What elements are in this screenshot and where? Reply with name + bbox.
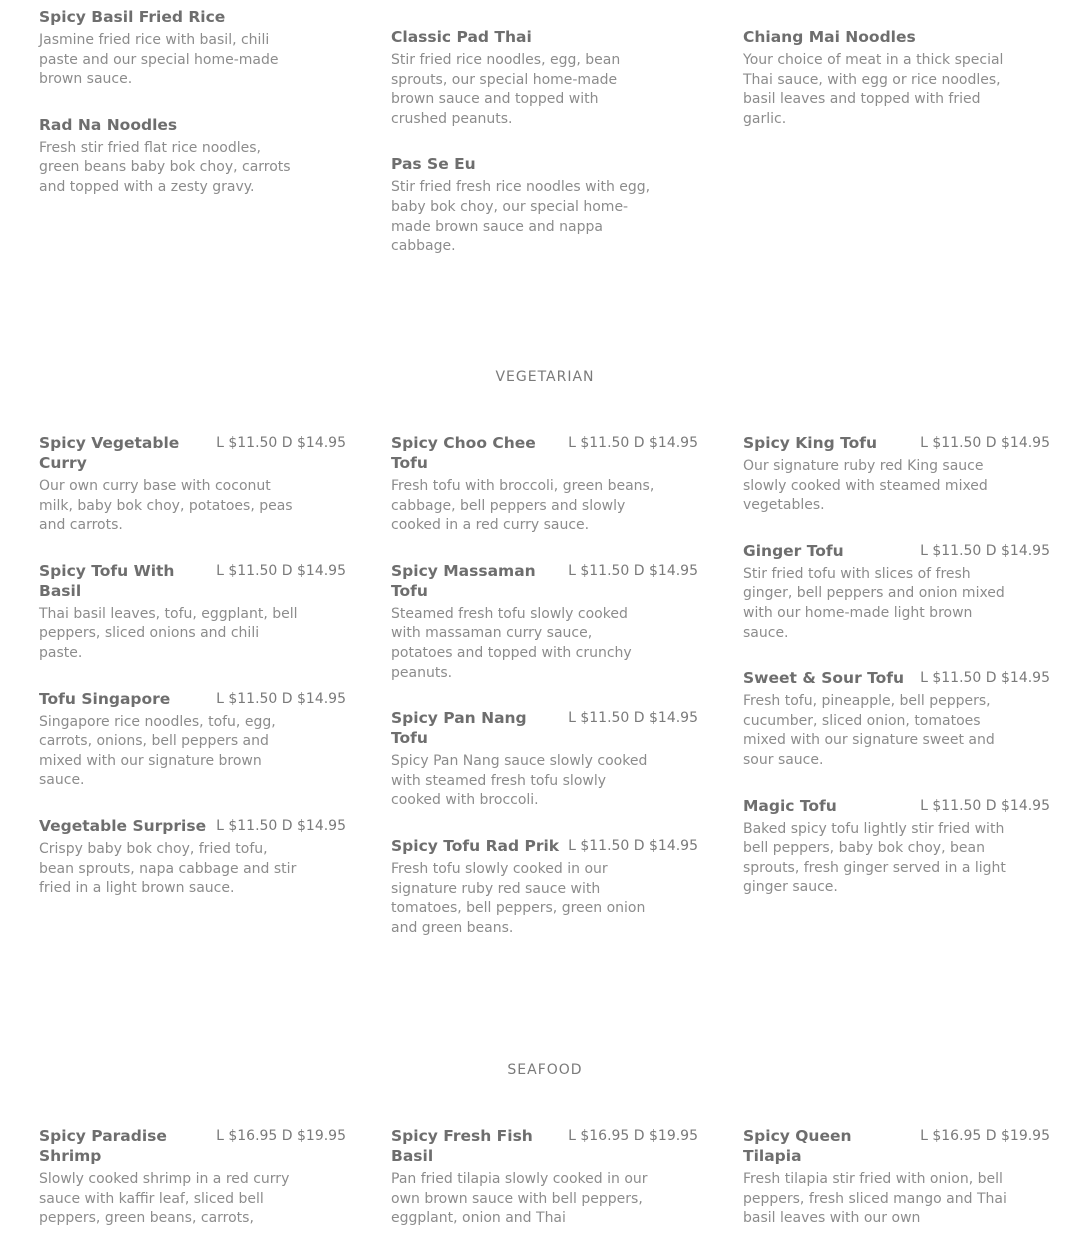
- menu-item-description: Our own curry base with coconut milk, baby bok choy, potatoes, peas and carrots.: [39, 478, 293, 534]
- menu-item: [743, 433, 1050, 516]
- menu-item-name: Sweet & Sour Tofu: [743, 669, 905, 688]
- menu-item: [391, 27, 698, 129]
- menu-item-header: [391, 1126, 698, 1166]
- noodles-column-2: [391, 27, 698, 282]
- menu-item-description: Thai basil leaves, tofu, eggplant, bell peppers, sliced onions and chili paste.: [39, 605, 298, 661]
- menu-item-description: Stir fried fresh rice noodles with egg, baby bok choy, our special home-made brown sauce and nappa cabbage.: [391, 179, 651, 255]
- menu-item-price: L $11.50 D $14.95: [920, 670, 1050, 687]
- menu-item-header: [743, 668, 1050, 688]
- seafood-column-1: [39, 1126, 346, 1254]
- menu-item-name: Classic Pad Thai: [391, 28, 532, 46]
- menu-item-price: L $11.50 D $14.95: [920, 435, 1050, 451]
- menu-item: [391, 1126, 698, 1229]
- menu-item-name: Pas Se Eu: [391, 155, 476, 174]
- menu-item: [39, 7, 346, 90]
- menu-item: [743, 1126, 1050, 1229]
- menu-item: [743, 27, 1050, 129]
- menu-item-description: Stir fried rice noodles, egg, bean sprouts, our special home-made brown sauce and topped with crushed peanuts.: [391, 52, 621, 127]
- menu-item: [743, 796, 1050, 898]
- menu-item-name: Spicy Basil Fried Rice: [39, 8, 226, 26]
- menu-item-price: L $11.50 D $14.95: [568, 710, 698, 727]
- seafood-column-3: [743, 1126, 1050, 1254]
- menu-item: [391, 154, 698, 256]
- menu-item-price: L $11.50 D $14.95: [216, 817, 346, 834]
- menu-item-header: [391, 27, 698, 47]
- menu-item: [391, 836, 698, 938]
- menu-item-header: [743, 27, 1050, 47]
- menu-item-name: Tofu Singapore: [39, 689, 171, 708]
- menu-item-price: L $16.95 D $19.95: [920, 1128, 1050, 1144]
- menu-item-header: [39, 689, 346, 709]
- menu-item-description: Fresh tofu with broccoli, green beans, cabbage, bell peppers and slowly cooked in a red curry sauce.: [391, 478, 655, 534]
- menu-item: [391, 561, 698, 683]
- vegetarian-column-3: [743, 433, 1050, 923]
- menu-item-header: [391, 154, 698, 174]
- seafood-column-2: [391, 1126, 698, 1254]
- menu-item-name: Ginger Tofu: [743, 541, 844, 560]
- menu-item-description: Spicy Pan Nang sauce slowly cooked with steamed fresh tofu slowly cooked with broccoli.: [391, 753, 648, 809]
- menu-item-name: Spicy Massaman Tofu: [391, 561, 536, 600]
- menu-item-name: Spicy Paradise Shrimp: [39, 1127, 167, 1165]
- menu-item-price: L $11.50 D $14.95: [568, 562, 698, 579]
- menu-item-price: L $11.50 D $14.95: [216, 690, 346, 707]
- menu-item-price: L $11.50 D $14.95: [568, 837, 698, 854]
- menu-item-header: [39, 433, 346, 473]
- menu-item: [743, 668, 1050, 770]
- menu-item-name: Spicy Tofu Rad Prik: [391, 836, 560, 855]
- menu-item-description: Your choice of meat in a thick special Thai sauce, with egg or rice noodles, basil leaves and topped with fried garlic.: [743, 52, 1004, 127]
- menu-item-price: L $11.50 D $14.95: [216, 435, 346, 451]
- menu-item-price: L $11.50 D $14.95: [216, 562, 346, 579]
- menu-item-header: [39, 816, 346, 836]
- menu-item-header: [391, 561, 698, 601]
- menu-item-description: Jasmine fried rice with basil, chili paste and our special home-made brown sauce.: [39, 32, 279, 88]
- menu-item-description: Steamed fresh tofu slowly cooked with massaman curry sauce, potatoes and topped with crunchy peanuts.: [391, 605, 632, 681]
- menu-item-header: [39, 1126, 346, 1166]
- noodles-column-3: [743, 27, 1050, 154]
- menu-item-name: Magic Tofu: [743, 796, 837, 815]
- menu-item: [391, 433, 698, 536]
- menu-item: [39, 816, 346, 899]
- menu-item-name: Spicy Fresh Fish Basil: [391, 1127, 533, 1165]
- menu-item-description: Stir fried tofu with slices of fresh ginger, bell peppers and onion mixed with our home-made light brown sauce.: [743, 565, 1005, 641]
- menu-item-name: Chiang Mai Noodles: [743, 28, 916, 46]
- menu-item-price: L $11.50 D $14.95: [920, 797, 1050, 814]
- menu-item-description: Fresh tofu, pineapple, bell peppers, cucumber, sliced onion, tomatoes mixed with our signature sweet and sour sauce.: [743, 693, 995, 768]
- menu-item-name: Spicy Vegetable Curry: [39, 434, 180, 472]
- vegetarian-column-1: [39, 433, 346, 924]
- menu-item-name: Spicy Tofu With Basil: [39, 561, 175, 600]
- menu-item-header: [391, 433, 698, 473]
- menu-item-name: Rad Na Noodles: [39, 115, 178, 134]
- menu-item-price: L $16.95 D $19.95: [568, 1128, 698, 1144]
- menu-item-description: Fresh stir fried flat rice noodles, green beans baby bok choy, carrots and topped with a zesty gravy.: [39, 139, 291, 195]
- menu-item: [39, 433, 346, 536]
- menu-item: [39, 1126, 346, 1229]
- vegetarian-column-2: [391, 433, 698, 963]
- menu-item: [39, 561, 346, 664]
- menu-item-description: Slowly cooked shrimp in a red curry sauce with kaffir leaf, sliced bell peppers, green beans, carrots,: [39, 1171, 290, 1227]
- section-title-vegetarian: VEGETARIAN: [495, 369, 595, 385]
- menu-item: [39, 689, 346, 791]
- menu-item-description: Baked spicy tofu lightly stir fried with bell peppers, baby bok choy, bean sprouts, fresh ginger served in a light ginger sauce.: [743, 820, 1006, 896]
- menu-item-price: L $16.95 D $19.95: [216, 1128, 346, 1144]
- menu-item-description: Crispy baby bok choy, fried tofu, bean sprouts, napa cabbage and stir fried in a light brown sauce.: [39, 840, 297, 897]
- menu-item-name: Spicy King Tofu: [743, 434, 878, 452]
- menu-item-description: Fresh tofu slowly cooked in our signature ruby red sauce with tomatoes, bell peppers, green onion and green beans.: [391, 860, 646, 936]
- menu-item-header: [743, 541, 1050, 561]
- menu-item: [743, 541, 1050, 643]
- menu-item-header: [39, 7, 346, 27]
- menu-item-header: [743, 796, 1050, 816]
- menu-item-description: Our signature ruby red King sauce slowly cooked with steamed mixed vegetables.: [743, 458, 988, 514]
- menu-item-name: Spicy Choo Chee Tofu: [391, 434, 536, 472]
- menu-item-description: Pan fried tilapia slowly cooked in our own brown sauce with bell peppers, eggplant, onion and Thai: [391, 1171, 648, 1227]
- menu-item-name: Spicy Pan Nang Tofu: [391, 709, 527, 748]
- menu-item-description: Fresh tilapia stir fried with onion, bell peppers, fresh sliced mango and Thai basil leaves with our own: [743, 1171, 1007, 1227]
- noodles-column-1: [39, 7, 346, 223]
- menu-item: [391, 708, 698, 811]
- menu-item-header: [391, 708, 698, 748]
- menu-item-header: [39, 561, 346, 601]
- section-title-seafood: SEAFOOD: [507, 1062, 583, 1078]
- menu-item-description: Singapore rice noodles, tofu, egg, carrots, onions, bell peppers and mixed with our signature brown sauce.: [39, 713, 276, 789]
- menu-item-price: L $11.50 D $14.95: [568, 435, 698, 451]
- menu-item-header: [39, 115, 346, 135]
- menu-item-price: L $11.50 D $14.95: [920, 542, 1050, 559]
- menu-item: [39, 115, 346, 198]
- menu-item-header: [743, 1126, 1050, 1166]
- menu-item-name: Spicy Queen Tilapia: [743, 1127, 852, 1165]
- menu-item-header: [391, 836, 698, 856]
- menu-item-name: Vegetable Surprise: [39, 816, 207, 835]
- menu-item-header: [743, 433, 1050, 453]
